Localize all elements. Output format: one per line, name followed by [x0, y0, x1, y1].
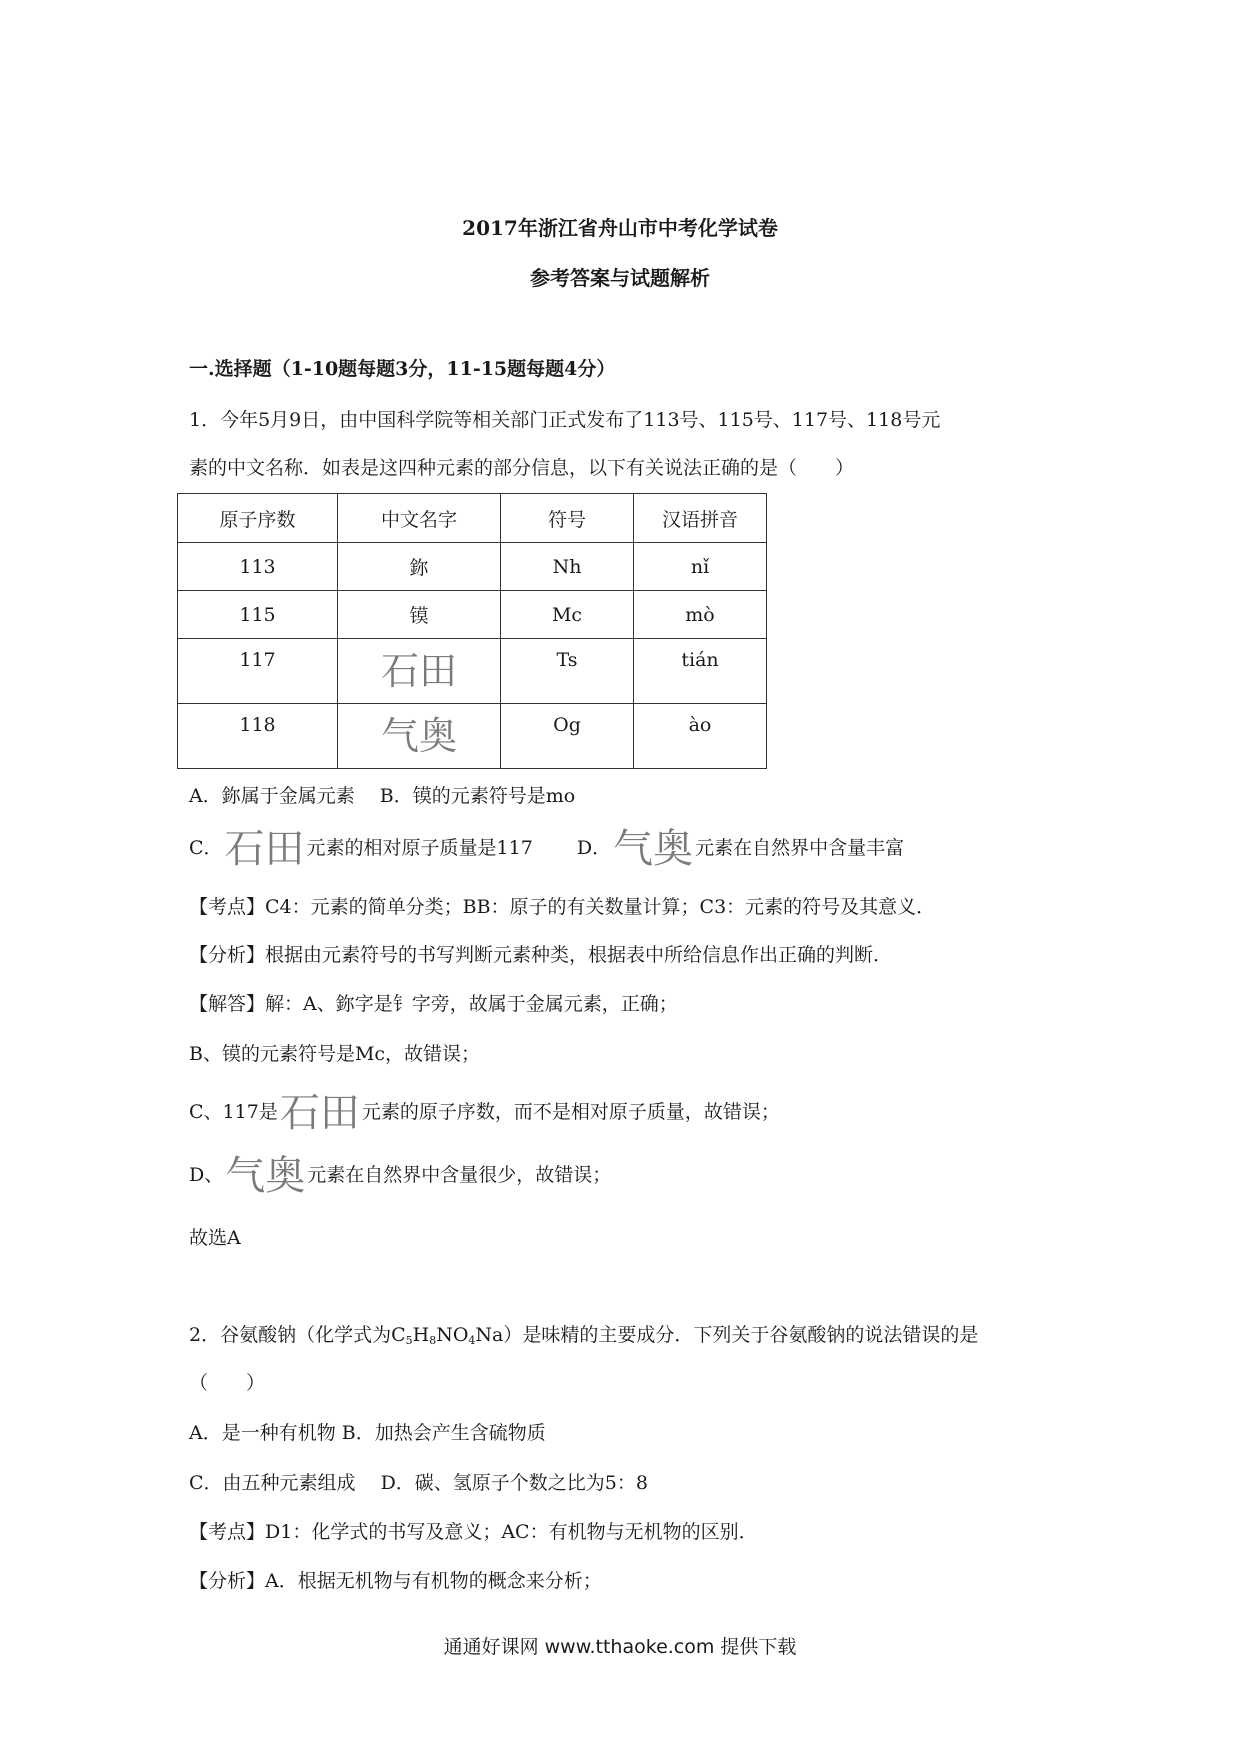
q2-stem-line1	[189, 1321, 978, 1355]
formula-subscript: 5	[405, 1334, 413, 1347]
table-cell: 113	[178, 543, 338, 591]
tian-element-glyph: 石田	[380, 649, 457, 693]
q2-stem-text: Na）是味精的主要成分．下列关于谷氨酸钠的说法错误的是	[475, 1324, 979, 1346]
formula-text: H	[412, 1324, 430, 1346]
table-row	[178, 639, 767, 704]
q1-options-cd	[189, 826, 904, 870]
formula-subscript: 8	[429, 1334, 437, 1347]
q2-options-cd: C．由五种元素组成 D．碳、氢原子个数之比为5：8	[189, 1472, 648, 1494]
option-c-prefix: C．	[189, 837, 223, 859]
q2-options-ab: A．是一种有机物 B．加热会产生含硫物质	[189, 1422, 546, 1444]
table-cell: Ts	[501, 639, 634, 704]
table-row	[178, 704, 767, 769]
table-cell: mò	[634, 591, 767, 639]
table-header-row	[178, 494, 767, 543]
page-subtitle: 参考答案与试题解析	[530, 266, 710, 290]
table-cell: 鉨	[338, 543, 501, 591]
ao-element-glyph: 气奥	[380, 714, 457, 758]
formula-text: NO	[436, 1324, 469, 1346]
tian-element-glyph: 石田	[224, 826, 305, 872]
q2-paren: （ ）	[189, 1372, 266, 1394]
table-cell: 118	[178, 704, 338, 769]
line-c-prefix: C、117是	[189, 1101, 278, 1123]
element-table	[177, 493, 767, 769]
page-title: 2017年浙江省舟山市中考化学试卷	[462, 216, 778, 240]
q2-kaodian: 【考点】D1：化学式的书写及意义；AC：有机物与无机物的区别．	[189, 1521, 758, 1543]
table-row	[178, 591, 767, 639]
q1-stem-line1: 1．今年5月9日，由中国科学院等相关部门正式发布了113号、115号、117号、118号元	[189, 409, 941, 431]
q1-line-d	[189, 1153, 611, 1197]
footer-text: 通通好课网 www.tthaoke.com 提供下载	[443, 1636, 797, 1658]
tian-element-glyph: 石田	[279, 1090, 360, 1136]
table-cell	[338, 704, 501, 769]
q1-options-ab: A．鉨属于金属元素 B．镆的元素符号是mo	[189, 785, 576, 807]
q1-line-b: B、镆的元素符号是Mc，故错误；	[189, 1043, 481, 1065]
table-cell: 115	[178, 591, 338, 639]
formula-subscript: 4	[468, 1334, 476, 1347]
q2-fenxi: 【分析】A．根据无机物与有机物的概念来分析；	[189, 1570, 602, 1592]
table-cell: 镆	[338, 591, 501, 639]
table-cell: Mc	[501, 591, 634, 639]
q1-kaodian: 【考点】C4：元素的简单分类；BB：原子的有关数量计算；C3：元素的符号及其意义．	[189, 896, 936, 918]
q1-jieda: 【解答】解：A、鉨字是钅字旁，故属于金属元素，正确；	[189, 993, 678, 1015]
table-cell: tián	[634, 639, 767, 704]
q1-fenxi: 【分析】根据由元素符号的书写判断元素种类，根据表中所给信息作出正确的判断．	[189, 944, 893, 966]
line-c-text: 元素的原子序数，而不是相对原子质量，故错误；	[361, 1101, 780, 1123]
table-cell: 117	[178, 639, 338, 704]
section-heading: 一.选择题（1-10题每题3分，11-15题每题4分）	[189, 358, 616, 380]
table-header-cell: 汉语拼音	[634, 494, 767, 543]
q1-stem-line2: 素的中文名称．如表是这四种元素的部分信息，以下有关说法正确的是（ ）	[189, 457, 855, 479]
table-cell	[338, 639, 501, 704]
line-d-prefix: D、	[189, 1164, 224, 1186]
table-cell: ào	[634, 704, 767, 769]
option-d-text: 元素在自然界中含量丰富	[695, 837, 905, 859]
table-row	[178, 543, 767, 591]
table-cell: Nh	[501, 543, 634, 591]
option-c-text: 元素的相对原子质量是117 D．	[306, 837, 612, 859]
q1-conclusion: 故选A	[189, 1227, 241, 1249]
ao-element-glyph: 气奥	[225, 1153, 306, 1199]
table-header-cell: 原子序数	[178, 494, 338, 543]
q1-line-c	[189, 1090, 780, 1134]
table-header-cell: 中文名字	[338, 494, 501, 543]
ao-element-glyph: 气奥	[613, 826, 694, 872]
q2-stem-text: 2．谷氨酸钠（化学式为C	[189, 1324, 406, 1346]
table-header-cell: 符号	[501, 494, 634, 543]
line-d-text: 元素在自然界中含量很少，故错误；	[307, 1164, 612, 1186]
table-cell: nǐ	[634, 543, 767, 591]
table-cell: Og	[501, 704, 634, 769]
